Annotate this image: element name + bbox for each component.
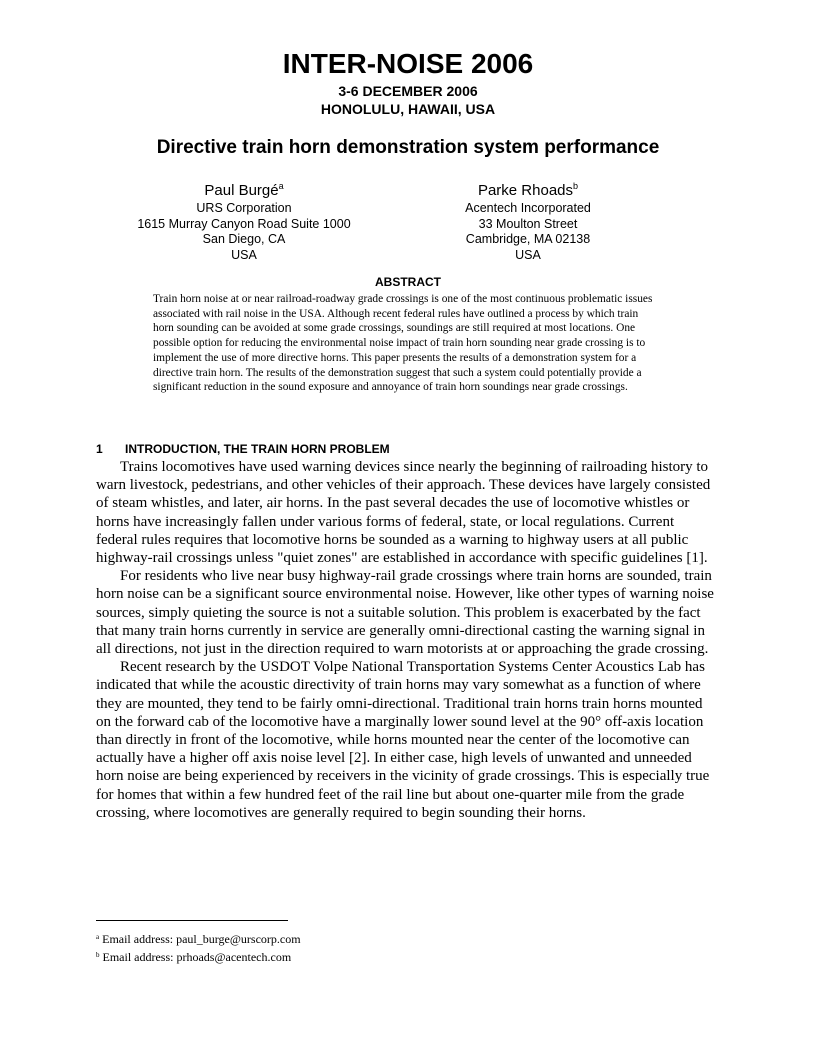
author-city: Cambridge, MA 02138 xyxy=(465,232,591,246)
footnote-marker: b xyxy=(96,951,100,959)
conference-title: INTER-NOISE 2006 xyxy=(282,48,534,79)
author-name-line xyxy=(96,176,392,201)
author-country: USA xyxy=(231,247,257,262)
footnote-text: Email address: prhoads@acentech.com xyxy=(102,950,292,964)
footnote-marker: a xyxy=(96,933,100,941)
author-organization: Acentech Incorporated xyxy=(465,201,591,215)
author-city: San Diego, CA xyxy=(202,232,286,246)
author-footnote-marker: a xyxy=(278,181,284,191)
author-organization: URS Corporation xyxy=(196,201,292,215)
author-address: 33 Moulton Street xyxy=(478,216,578,231)
section-body xyxy=(96,458,719,822)
footnote-item xyxy=(96,947,301,965)
author-name: Paul Burgé xyxy=(204,182,279,199)
author-block-burge xyxy=(96,176,392,263)
section-heading xyxy=(96,442,390,456)
abstract-text: Train horn noise at or near railroad-roadway grade crossings is one of the most continuous problematic issues associated with rail noise in the USA. Although recent federal rules have outlined a process by which train horn sounding can be avoided at some grade crossings, soundings are still required at most locations. One possible option for reducing the environmental noise impact of train horn sounding near grade crossing is to implement the use of more directive horns. This paper presents the results of a demonstration system for a directive train horn. The results of the demonstration suggest that such a system could potentially provide a significant reduction in the sound exposure and annoyance of train horn soundings near grade crossings. xyxy=(153,293,653,394)
author-name: Parke Rhoads xyxy=(477,182,574,199)
section-number: 1 xyxy=(96,442,103,456)
author-footnote-marker: b xyxy=(573,181,579,191)
author-name-line xyxy=(430,176,626,201)
conference-location: HONOLULU, HAWAII, USA xyxy=(320,101,496,117)
section-title: INTRODUCTION, THE TRAIN HORN PROBLEM xyxy=(125,442,390,456)
conference-date: 3-6 DECEMBER 2006 xyxy=(338,83,478,99)
footnote-text: Email address: paul_burge@urscorp.com xyxy=(102,932,301,946)
body-paragraph: For residents who live near busy highway-rail grade crossings where train horns are sounded, train horn noise can be a significant source environmental noise. However, like other types of warning noise sources, simply quieting the source is not a suitable solution. This problem is exacerbated by the fact that many train horns currently in service are generally omni-directional casting the warning signal in all directions, not just in the direction required to warn motorists at or approaching the grade crossing. xyxy=(96,568,714,658)
author-address: 1615 Murray Canyon Road Suite 1000 xyxy=(137,216,351,231)
body-paragraph: Trains locomotives have used warning devices since nearly the beginning of railroading history to warn livestock, pedestrians, and other vehicles of their approach. These devices have largely consisted of steam whistles, and later, air horns. In the past several decades the use of locomotive whistles or horns have increasingly fallen under various forms of federal, state, or local regulations. Current federal rules requires that locomotive horns be sounded as a warning to highway users at all public highway-rail crossings unless "quiet zones" are established in accordance with specific guidelines [1]. xyxy=(96,459,711,567)
author-block-rhoads xyxy=(430,176,626,263)
footnote-divider xyxy=(96,920,288,921)
paper-title: Directive train horn demonstration system performance xyxy=(156,137,660,158)
author-country: USA xyxy=(515,247,541,262)
abstract-heading: ABSTRACT xyxy=(375,275,441,289)
footnotes xyxy=(96,929,301,965)
footnote-item xyxy=(96,929,301,947)
body-paragraph: Recent research by the USDOT Volpe National Transportation Systems Center Acoustics Lab has indicated that while the acoustic directivity of train horns may vary somewhat as a function of where they are mounted, they tend to be fairly omni-directional. Traditional train horns train horns mounted on the forward cab of the locomotive have a marginally lower sound level at the 90° off-axis location than directly in front of the locomotive, while horns mounted near the center of the locomotive can actually have a higher off axis noise level [2]. In either case, high levels of unwanted and unneeded horn noise are being experienced by receivers in the vicinity of grade crossings. This is especially true for homes that within a few hundred feet of the rail line but about one-quarter mile from the grade crossing, where locomotives are generally required to begin sounding their horns. xyxy=(96,659,710,821)
